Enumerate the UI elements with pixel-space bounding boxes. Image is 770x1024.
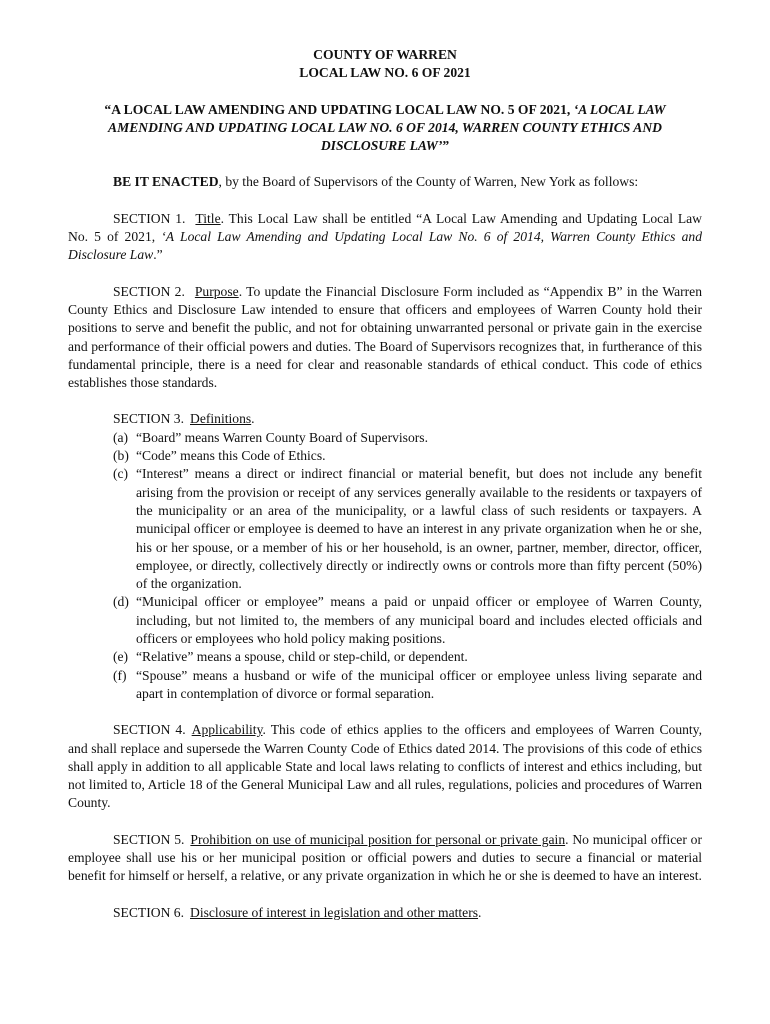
definition-text: “Interest” means a direct or indirect financial or material benefit, but does not include any benefit arising from the provision or receipt of any services generally available to the residents or taxpayers of the municipality or an area of the municipality, or a lawful class of such residents or taxpayers. A municipal officer or employee is deemed to have an interest in any private organization when he or she, his or her spouse, or a member of his or her household, is an owner, partner, member, director, officer, employee, or directly, collectively directly or indirectly owns or controls more than fifty percent (50%) of the organization. <box>136 466 702 592</box>
definition-label: (f) <box>113 667 127 683</box>
section-4-text: . This code of ethics applies to the officers and employees of Warren County, and shall replace and supersede the Warren County Code of Ethics dated 2014. The provisions of this code of ethics shall apply in addition to all applicable State and local laws relating to conflicts of interest and ethics including, but not limited to, Article 18 of the General Municipal Law and all rules, regulations, policies and procedures of Warren County. <box>68 722 702 811</box>
definition-label: (c) <box>113 466 129 482</box>
section-5 <box>68 831 702 886</box>
section-3-heading-line <box>68 410 702 428</box>
section-1-text: . This Local Law shall be entitled “A Local Law Amending and Updating Local Law No. 5 of 2021, <box>68 210 702 245</box>
definition-item <box>113 447 702 465</box>
county-name: COUNTY OF WARREN <box>313 47 457 62</box>
definition-label: (d) <box>113 594 129 610</box>
document-header <box>68 46 702 83</box>
enacted-bold: BE IT ENACTED <box>113 174 219 190</box>
section-3-period: . <box>251 411 255 427</box>
definition-item <box>113 593 702 648</box>
definitions-list <box>68 429 702 703</box>
section-4-label: SECTION 4. <box>113 722 186 738</box>
section-6 <box>68 904 702 922</box>
definition-item <box>113 648 702 666</box>
law-title-italic: ‘A LOCAL LAW AMENDING AND UPDATING LOCAL LAW NO. 6 OF 2014, WARREN COUNTY ETHICS AND DISCLOSURE LAW’ <box>108 101 666 154</box>
local-law-document <box>68 46 702 922</box>
enacting-clause <box>68 173 702 191</box>
section-6-heading: Disclosure of interest in legislation and other matters <box>190 904 479 920</box>
definition-text: “Relative” means a spouse, child or step-child, or dependent. <box>136 649 468 665</box>
section-1 <box>68 210 702 265</box>
law-title <box>68 101 702 156</box>
section-3-heading: Definitions <box>190 411 252 427</box>
section-5-text: . No municipal officer or employee shall use his or her municipal position or official powers and duties to secure a financial or material benefit for himself or herself, a relative, or any private organization in which he or she is deemed to have an interest. <box>68 831 702 884</box>
section-5-heading: Prohibition on use of municipal position for personal or private gain <box>190 831 566 847</box>
section-1-heading: Title <box>195 210 221 226</box>
definition-item <box>113 429 702 447</box>
definition-label: (e) <box>113 649 129 665</box>
section-4-heading: Applicability <box>191 722 263 738</box>
definition-item <box>113 667 702 704</box>
section-3-label: SECTION 3. <box>113 411 184 427</box>
section-1-italic: ‘A Local Law Amending and Updating Local Law No. 6 of 2014, Warren County Ethics and Disclosure Law <box>68 229 702 263</box>
section-4 <box>68 721 702 812</box>
enacted-text: , by the Board of Supervisors of the County of Warren, New York as follows: <box>218 174 639 190</box>
definition-label: (b) <box>113 448 129 464</box>
section-5-label: SECTION 5. <box>113 831 185 847</box>
section-6-text: . <box>478 904 482 920</box>
definition-text: “Municipal officer or employee” means a paid or unpaid officer or employee of Warren County, including, but not limited to, the members of any municipal board and includes elected officials and officers or employees who hold policy making positions. <box>136 594 702 647</box>
definition-text: “Spouse” means a husband or wife of the municipal officer or employee unless living separate and apart in contemplation of divorce or formal separation. <box>136 667 702 701</box>
law-title-text: “A LOCAL LAW AMENDING AND UPDATING LOCAL LAW NO. 5 OF 2021, <box>104 101 574 117</box>
definition-label: (a) <box>113 429 129 445</box>
section-6-label: SECTION 6. <box>113 904 184 920</box>
law-title-close: ” <box>442 138 450 154</box>
section-2-heading: Purpose <box>194 283 239 299</box>
definition-item <box>113 465 702 593</box>
section-1-end: .” <box>153 247 163 263</box>
definition-text: “Board” means Warren County Board of Supervisors. <box>136 429 428 445</box>
section-1-label: SECTION 1. <box>113 210 186 226</box>
section-2-text: . To update the Financial Disclosure Form included as “Appendix B” in the Warren County Ethics and Disclosure Law intended to ensure that officers and employees of Warren County hold their positions to serve and benefit the public, and not for obtaining unwarranted personal or private gain in the exercise and performance of their official powers and duties. The Board of Supervisors recognizes that, in furtherance of this fundamental principle, there is a need for clear and reasonable standards of ethical conduct. This code of ethics establishes those standards. <box>68 283 702 391</box>
law-number: LOCAL LAW NO. 6 OF 2021 <box>299 65 471 81</box>
definition-text: “Code” means this Code of Ethics. <box>136 448 326 464</box>
section-2-label: SECTION 2. <box>113 283 185 299</box>
section-2 <box>68 283 702 393</box>
